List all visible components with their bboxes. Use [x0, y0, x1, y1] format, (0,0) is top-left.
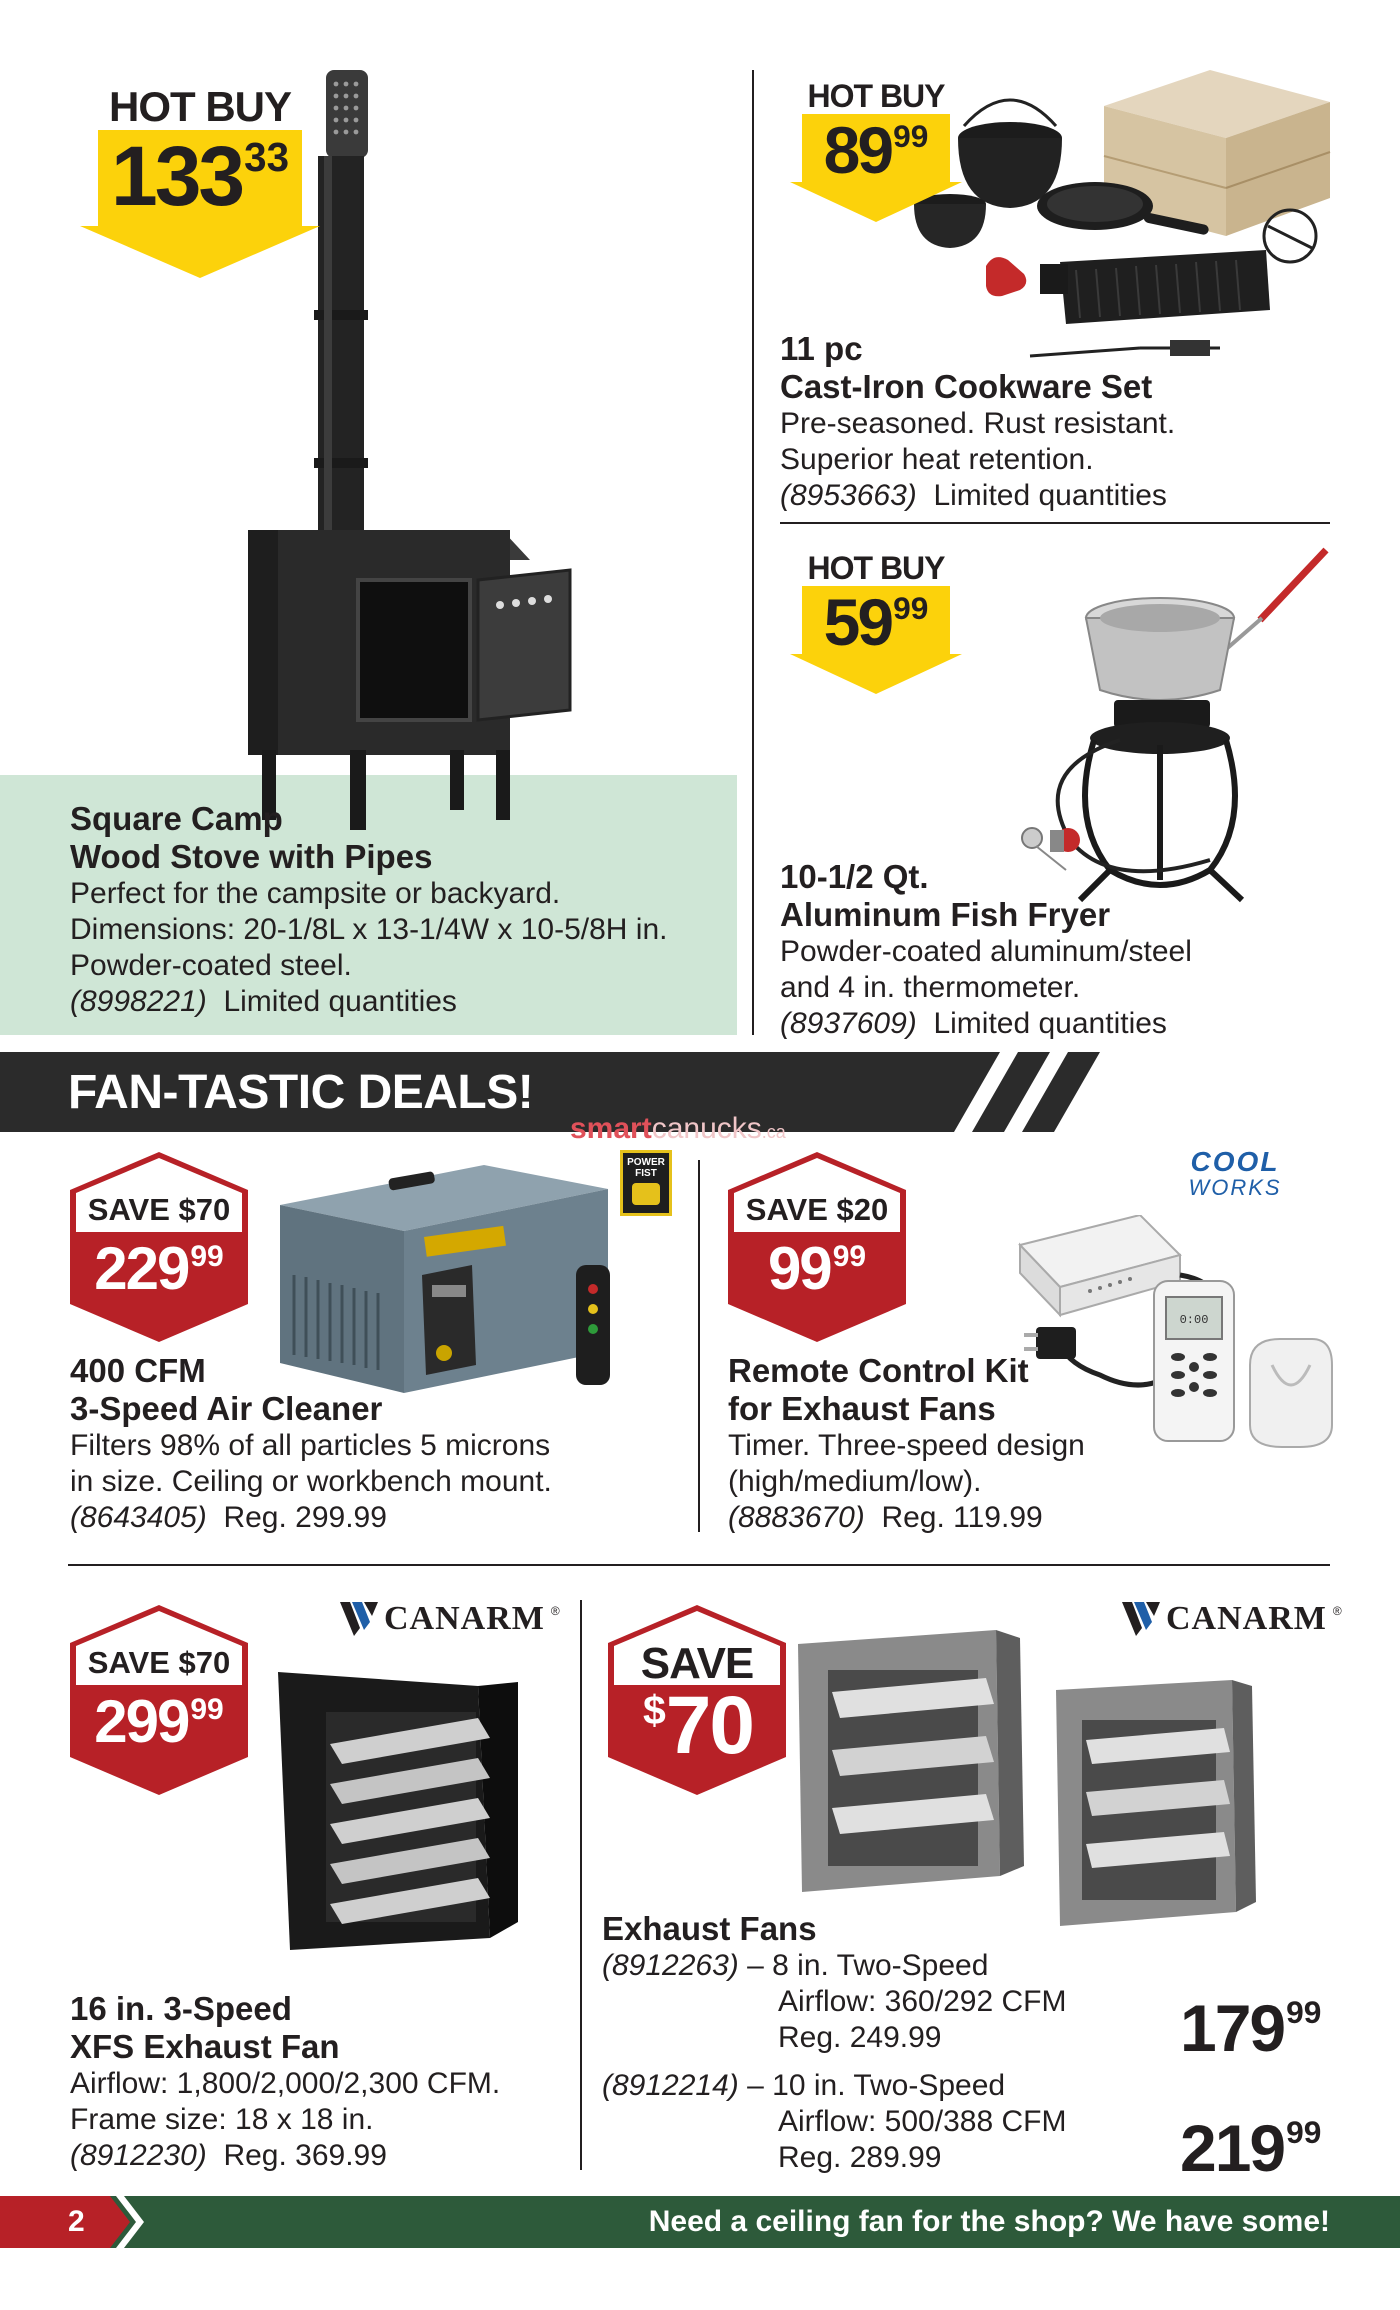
power-fist-logo [620, 1150, 672, 1216]
remote-kit-badge-cents: 99 [832, 1240, 867, 1273]
cookware-badge-dollars: 89 [823, 113, 892, 187]
exhaust-fans-badge-price [608, 1679, 786, 1773]
xfs-fan-reg: Reg. 369.99 [223, 2139, 387, 2172]
canarm-reg-1: ® [550, 1604, 560, 1618]
power-fist-line2: FIST [635, 1168, 657, 1179]
remote-kit-badge-dollars: 99 [767, 1235, 831, 1302]
top-vertical-divider [752, 70, 754, 1035]
air-cleaner-desc2: in size. Ceiling or workbench mount. [70, 1465, 552, 1498]
fryer-note: Limited quantities [933, 1007, 1167, 1040]
cool-works-logo [1150, 1148, 1320, 1208]
lower-horizontal-divider [68, 1564, 1330, 1566]
exhaust-fan-2-reg: Reg. 289.99 [778, 2141, 942, 2174]
fryer-desc2: and 4 in. thermometer. [780, 971, 1081, 1004]
cookware-badge-cents: 99 [893, 118, 929, 154]
fish-fryer-image [1010, 540, 1340, 910]
xfs-fan-badge-cents: 99 [190, 1693, 224, 1726]
exhaust-fans-name: Exhaust Fans [602, 1910, 817, 1947]
cool-works-line1: COOL [1190, 1146, 1280, 1177]
exhaust-fan-2-dash: – [747, 2069, 764, 2102]
exhaust-fan-1-dollars: 179 [1180, 1991, 1285, 2065]
cookware-hot-buy-badge [790, 74, 962, 222]
stove-text [70, 800, 668, 1020]
remote-kit-name-line1: Remote Control Kit [728, 1352, 1029, 1389]
canarm-reg-2: ® [1332, 1604, 1342, 1618]
xfs-fan-text [70, 1990, 500, 2174]
exhaust-fans-image [796, 1630, 1266, 1930]
footer-tagline: Need a ceiling fan for the shop? We have some! [648, 2205, 1330, 2238]
canarm-name-1: CANARM [384, 1600, 545, 1637]
fryer-desc1: Powder-coated aluminum/steel [780, 935, 1192, 968]
exhaust-fan-1-price [1180, 1990, 1321, 2066]
exhaust-fan-2-dollars: 219 [1180, 2111, 1285, 2185]
cookware-badge-label: HOT BUY [807, 78, 945, 114]
stove-name-line1: Square Camp [70, 800, 283, 837]
exhaust-fan-2-sku: (8912214) [602, 2069, 739, 2102]
exhaust-fan-1-dash: – [747, 1949, 764, 1982]
exhaust-fan-1-airflow: Airflow: 360/292 CFM [778, 1985, 1067, 2018]
cool-works-line2: WORKS [1188, 1175, 1282, 1200]
remote-kit-save-badge [728, 1152, 906, 1342]
exhaust-fan-1-size: 8 in. Two-Speed [772, 1949, 989, 1982]
exhaust-fans-save-badge [608, 1605, 786, 1795]
right-column-divider [780, 522, 1330, 524]
cookware-name-line1: 11 pc [780, 330, 863, 367]
cookware-name-line2: Cast-Iron Cookware Set [780, 368, 1153, 405]
air-cleaner-name-line2: 3-Speed Air Cleaner [70, 1390, 383, 1427]
remote-kit-name-line2: for Exhaust Fans [728, 1390, 996, 1427]
air-cleaner-desc1: Filters 98% of all particles 5 microns [70, 1429, 551, 1462]
xfs-fan-desc1: Airflow: 1,800/2,000/2,300 CFM. [70, 2067, 501, 2100]
exhaust-fan-2-cents: 99 [1286, 2114, 1322, 2150]
stove-desc1: Perfect for the campsite or backyard. [70, 877, 561, 910]
fryer-badge-dollars: 59 [823, 585, 892, 659]
section-title: FAN-TASTIC DEALS! [68, 1066, 534, 1119]
remote-kit-badge-label: SAVE $20 [745, 1192, 889, 1227]
air-cleaner-badge-price [70, 1234, 248, 1303]
exhaust-fan-1-sku: (8912263) [602, 1949, 739, 1982]
remote-kit-badge-price [728, 1234, 906, 1303]
air-cleaner-text [70, 1352, 552, 1536]
cookware-desc2: Superior heat retention. [780, 443, 1094, 476]
remote-kit-desc1: Timer. Three-speed design [728, 1429, 1085, 1462]
watermark-part3: .ca [761, 1122, 786, 1142]
remote-kit-reg: Reg. 119.99 [881, 1501, 1043, 1534]
stove-name-line2: Wood Stove with Pipes [70, 838, 433, 875]
xfs-fan-save-badge [70, 1605, 248, 1795]
fist-icon [632, 1183, 660, 1205]
fryer-text [780, 858, 1192, 1042]
stove-hot-buy-badge [80, 78, 320, 278]
cookware-desc1: Pre-seasoned. Rust resistant. [780, 407, 1176, 440]
fryer-badge-label: HOT BUY [807, 550, 945, 586]
remote-kit-text [728, 1352, 1085, 1536]
exhaust-fan-item-1 [602, 1948, 988, 1984]
stove-note: Limited quantities [223, 985, 457, 1018]
watermark-part2: canucks [651, 1112, 762, 1145]
cookware-text [780, 330, 1175, 514]
air-cleaner-sku: (8643405) [70, 1501, 207, 1534]
canarm-mark-icon [340, 1602, 378, 1636]
exhaust-fan-item-1-details [778, 1984, 1066, 2056]
cookware-sku: (8953663) [780, 479, 917, 512]
cookware-note: Limited quantities [933, 479, 1167, 512]
exhaust-fans-title [602, 1910, 817, 1948]
remote-kit-desc2: (high/medium/low). [728, 1465, 982, 1498]
fryer-badge-price [790, 584, 962, 660]
xfs-fan-name-line2: XFS Exhaust Fan [70, 2028, 340, 2065]
canarm-logo-1 [340, 1600, 560, 1638]
xfs-fan-name-line1: 16 in. 3-Speed [70, 1990, 292, 2027]
exhaust-fan-2-airflow: Airflow: 500/388 CFM [778, 2105, 1067, 2138]
air-cleaner-save-badge [70, 1152, 248, 1342]
exhaust-fan-1-cents: 99 [1286, 1994, 1322, 2030]
fryer-name-line2: Aluminum Fish Fryer [780, 896, 1111, 933]
exhaust-fans-badge-label: SAVE [640, 1639, 754, 1688]
air-cleaner-name-line1: 400 CFM [70, 1352, 206, 1389]
fryer-sku: (8937609) [780, 1007, 917, 1040]
xfs-fan-image [278, 1672, 518, 1952]
xfs-fan-sku: (8912230) [70, 2139, 207, 2172]
air-cleaner-badge-cents: 99 [190, 1240, 224, 1273]
xfs-fan-badge-label: SAVE $70 [87, 1645, 231, 1680]
watermark-part1: smart [570, 1112, 652, 1145]
air-cleaner-badge-label: SAVE $70 [87, 1192, 231, 1227]
xfs-fan-badge-price [70, 1687, 248, 1756]
fryer-name-line1: 10-1/2 Qt. [780, 858, 929, 895]
xfs-fan-desc2: Frame size: 18 x 18 in. [70, 2103, 374, 2136]
stove-desc3: Powder-coated steel. [70, 949, 352, 982]
stove-badge-price [80, 128, 320, 225]
exhaust-fan-item-2 [602, 2068, 1005, 2104]
exhaust-fans-badge-amount: 70 [665, 1680, 754, 1771]
exhaust-fan-item-2-details [778, 2104, 1066, 2176]
stove-badge-cents: 33 [244, 134, 289, 180]
cookware-badge-price [790, 112, 962, 188]
watermark [570, 1112, 786, 1149]
exhaust-fans-badge-currency: $ [642, 1687, 666, 1733]
remote-display-text: 0:00 [1179, 1313, 1209, 1327]
middle-vertical-divider [698, 1160, 700, 1532]
fryer-hot-buy-badge [790, 546, 962, 694]
exhaust-fan-2-size: 10 in. Two-Speed [772, 2069, 1006, 2102]
bottom-vertical-divider [580, 1600, 582, 2170]
power-fist-line1: POWER [627, 1157, 665, 1168]
exhaust-fan-2-price [1180, 2110, 1321, 2186]
fryer-badge-cents: 99 [893, 590, 929, 626]
air-cleaner-reg: Reg. 299.99 [223, 1501, 387, 1534]
exhaust-fan-1-reg: Reg. 249.99 [778, 2021, 942, 2054]
footer-page-number: 2 [68, 2205, 85, 2238]
stove-sku: (8998221) [70, 985, 207, 1018]
canarm-name-2: CANARM [1166, 1600, 1327, 1637]
xfs-fan-badge-dollars: 299 [94, 1688, 189, 1755]
stove-badge-label: HOT BUY [109, 83, 291, 130]
stove-badge-dollars: 133 [111, 129, 243, 223]
air-cleaner-badge-dollars: 229 [94, 1235, 189, 1302]
stove-desc2: Dimensions: 20-1/8L x 13-1/4W x 10-5/8H in. [70, 913, 668, 946]
remote-kit-sku: (8883670) [728, 1501, 865, 1534]
